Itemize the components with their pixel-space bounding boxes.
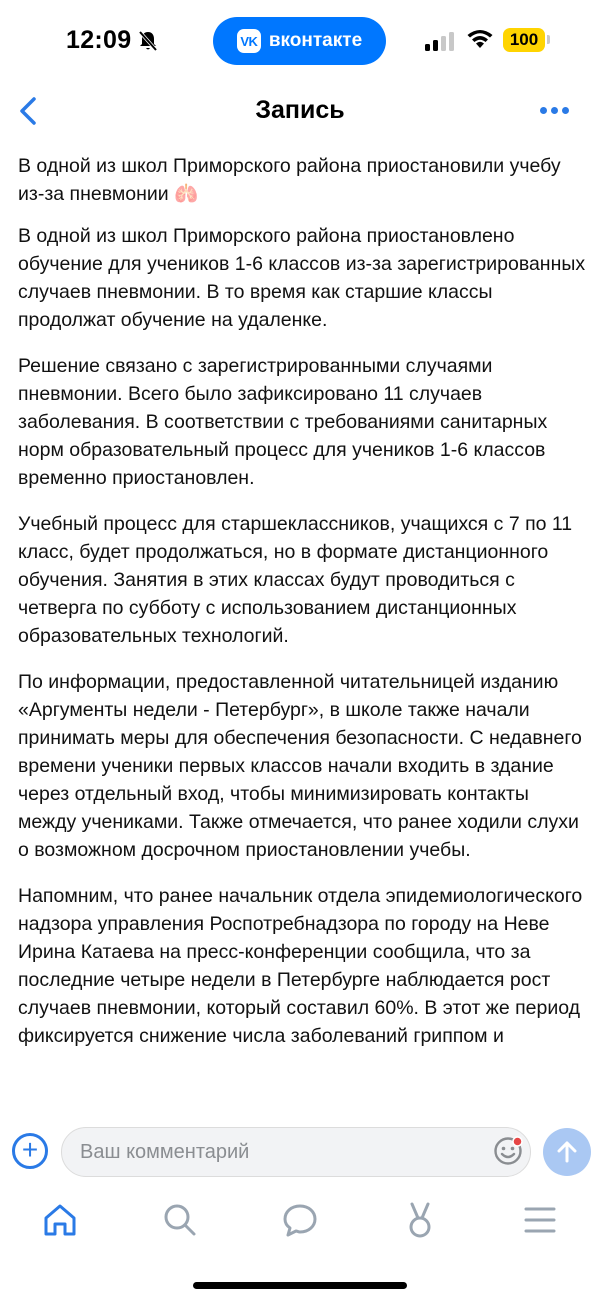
wifi-icon [466,28,494,50]
send-button[interactable] [543,1128,591,1176]
cellular-signal-icon [425,31,457,51]
post-paragraph: Решение связано с зарегистрированными случаями пневмонии. Всего было зафиксировано 11 случаев заболевания. В соответствии с требованиями санитарных норм образовательный процесс для учеников 1-6 классов временно приостановлен. [18,355,548,489]
search-icon[interactable] [160,1200,200,1240]
status-time: 12:09 [66,26,132,54]
messages-icon[interactable] [280,1200,320,1240]
clips-icon[interactable] [400,1200,440,1240]
plus-circle-icon: + [21,1134,39,1165]
add-attachment-button[interactable] [12,1133,48,1169]
comment-bar [0,1122,600,1184]
battery-tip [547,35,550,44]
vk-app-pill[interactable] [213,17,386,65]
status-bar [0,0,600,80]
post-paragraph: В одной из школ Приморского района приостановлено обучение для учеников 1-6 классов из-за зарегистрированных случаев пневмонии. В то время как старшие классы продолжат обучение на удаленке. [18,225,586,331]
arrow-up-icon [556,1140,578,1164]
comment-input[interactable]: Ваш комментарий [61,1127,531,1177]
home-indicator [193,1282,407,1289]
post-headline: В одной из школ Приморского района приостановили учебу из-за пневмонии 🫁 [18,155,561,205]
more-options-icon[interactable] [540,100,574,120]
silent-bell-icon [138,30,158,52]
post-paragraph: Учебный процесс для старшеклассников, учащихся с 7 по 11 класс, будет продолжаться, но в формате дистанционного обучения. Занятия в этих классах будут проводиться с четверга по субботу с использованием дистанционных образовательных технологий. [18,513,573,647]
post-paragraph: По информации, предоставленной читательницей изданию «Аргументы недели - Петербург», в школе также начали принимать меры для обеспечения безопасности. С недавнего времени ученики первых классов начали входить в здание через отдельный вход, чтобы минимизировать контакты между учениками. Также отмечается, что ранее ходили слухи о возможном досрочном приостановлении учебы. [18,671,582,861]
home-icon[interactable] [40,1200,80,1240]
vk-logo-icon: VK [237,29,261,53]
page-title: Запись [255,96,345,124]
battery-indicator: 100 [503,28,545,52]
post-paragraph: Напомним, что ранее начальник отдела эпидемиологического надзора управления Роспотребнадзора по городу на Неве Ирина Катаева на пресс-конференции сообщила, что за последние четыре недели в Петербурге наблюдается рост случаев пневмонии, который составил 60%. В этот же период фиксируется снижение числа заболеваний гриппом и [18,885,583,1047]
more-dot [562,107,569,114]
more-dot [551,107,558,114]
menu-icon[interactable] [520,1200,560,1240]
tab-bar [0,1190,600,1250]
more-dot [540,107,547,114]
post-body [18,152,588,1112]
page-header [0,80,600,145]
smile-icon[interactable] [493,1136,523,1166]
vk-app-label: вконтакте [268,30,363,51]
